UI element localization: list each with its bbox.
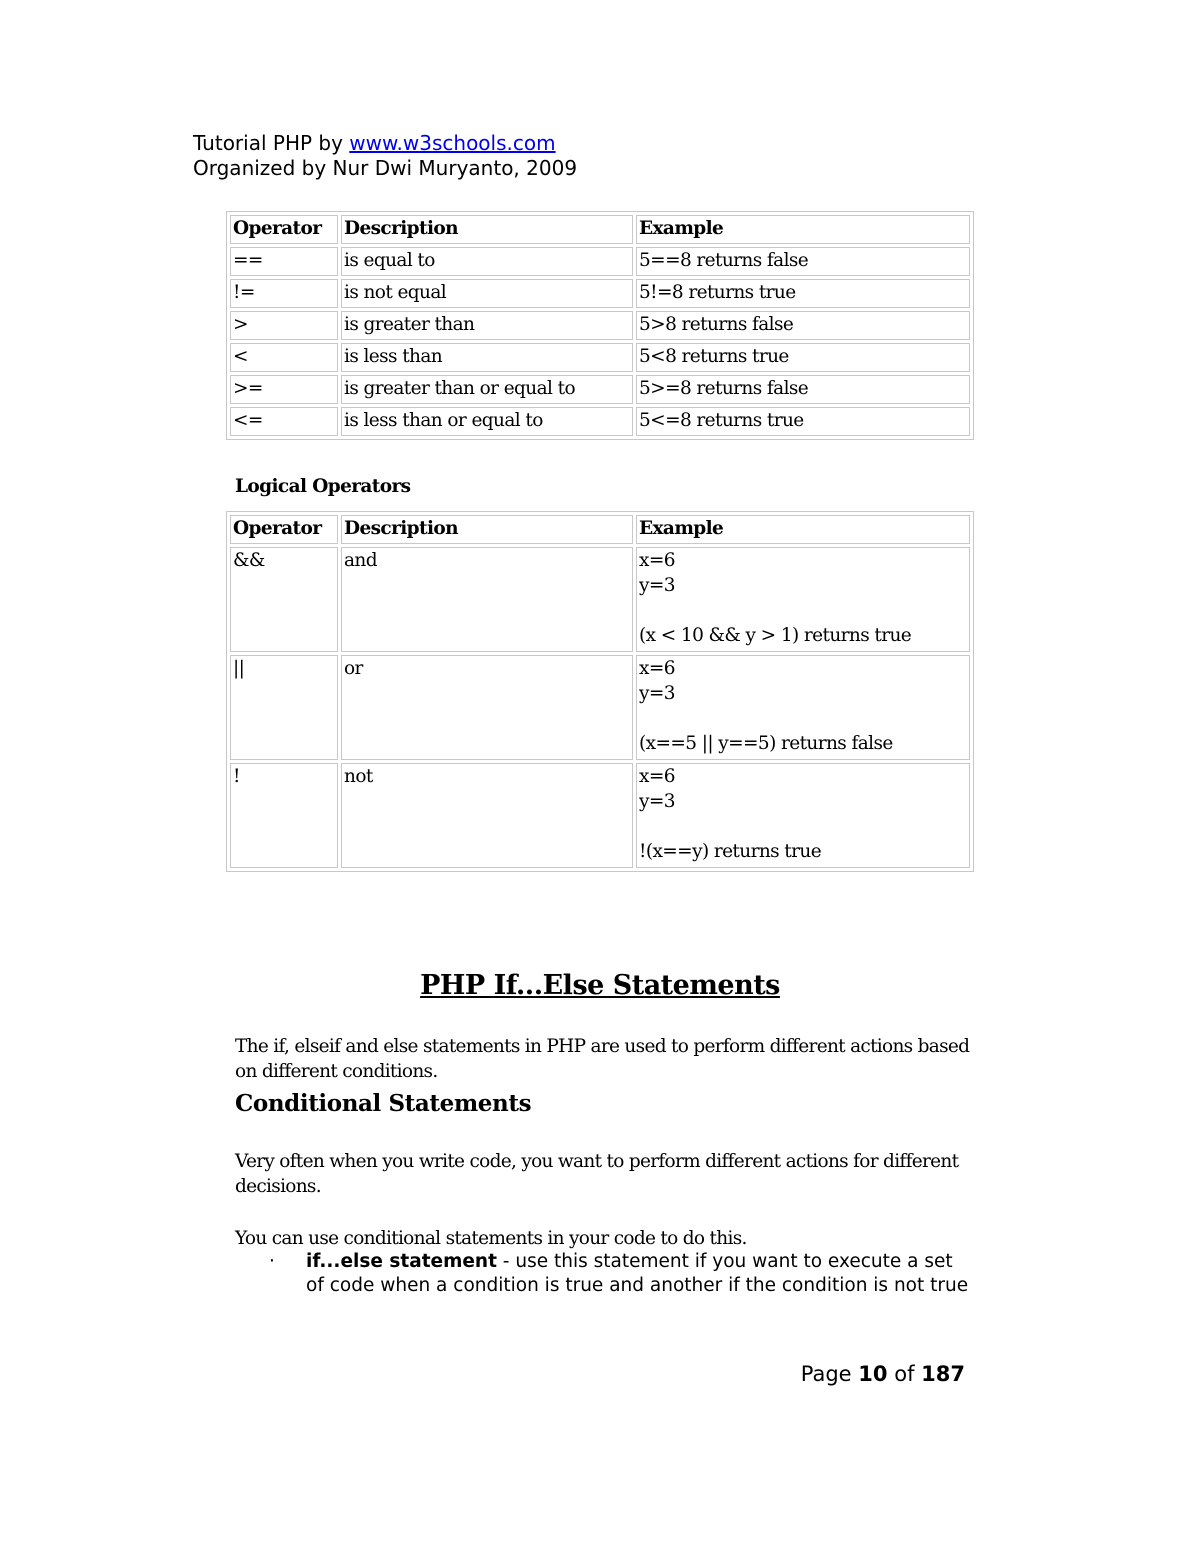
description-cell: is less than	[341, 343, 633, 372]
header-line-1	[193, 131, 577, 156]
of-word: of	[894, 1362, 915, 1386]
page-header	[193, 131, 577, 181]
section-heading: Conditional Statements	[235, 1090, 532, 1117]
header-cell-description: Description	[341, 515, 633, 544]
example-line: x=6	[639, 550, 675, 571]
header-cell-example: Example	[636, 215, 970, 244]
example-line	[639, 599, 967, 624]
example-line: x=6	[639, 658, 675, 679]
page-word: Page	[800, 1362, 852, 1386]
operator-cell: <	[230, 343, 338, 372]
example-cell	[636, 655, 970, 760]
page-total: 187	[921, 1362, 965, 1386]
table-row	[230, 247, 970, 276]
operator-cell: !=	[230, 279, 338, 308]
example-cell: 5!=8 returns true	[636, 279, 970, 308]
table-row	[230, 407, 970, 436]
description-cell: is equal to	[341, 247, 633, 276]
example-cell: 5>=8 returns false	[636, 375, 970, 404]
operator-cell: >=	[230, 375, 338, 404]
operator-cell: ||	[230, 655, 338, 760]
example-cell	[636, 547, 970, 652]
operator-cell: <=	[230, 407, 338, 436]
description-cell: is less than or equal to	[341, 407, 633, 436]
example-cell	[636, 763, 970, 868]
example-cell: 5>8 returns false	[636, 311, 970, 340]
table-row	[230, 547, 970, 652]
example-line: (x==5 || y==5) returns false	[639, 733, 893, 754]
header-line-2: Organized by Nur Dwi Muryanto, 2009	[193, 156, 578, 180]
example-cell: 5<=8 returns true	[636, 407, 970, 436]
bullet-term: if...else statement	[306, 1251, 497, 1272]
description-cell: not	[341, 763, 633, 868]
comparison-operators-table	[226, 211, 974, 440]
header-prefix: Tutorial PHP by	[193, 131, 350, 155]
table-row	[230, 655, 970, 760]
description-cell: and	[341, 547, 633, 652]
bullet-icon: ·	[269, 1251, 275, 1272]
page-number: 10	[858, 1362, 888, 1386]
table-header-row	[230, 515, 970, 544]
bullet-text: - use this statement if you want to execute a set of code when a condition is true and another if the condition is not true	[306, 1251, 969, 1296]
intro-paragraph: The if, elseif and else statements in PHP are used to perform different actions based on different conditions.	[235, 1036, 970, 1082]
operator-cell: >	[230, 311, 338, 340]
page-footer	[0, 1362, 965, 1386]
table-row	[230, 375, 970, 404]
table-row	[230, 279, 970, 308]
header-cell-operator: Operator	[230, 215, 338, 244]
table-header-row	[230, 215, 970, 244]
example-line: (x < 10 && y > 1) returns true	[639, 625, 912, 646]
logical-operators-heading: Logical Operators	[235, 476, 411, 497]
description-cell: or	[341, 655, 633, 760]
header-cell-example: Example	[636, 515, 970, 544]
table-row	[230, 311, 970, 340]
header-cell-description: Description	[341, 215, 633, 244]
operator-cell: &&	[230, 547, 338, 652]
table-row	[230, 343, 970, 372]
operator-cell: ==	[230, 247, 338, 276]
example-line	[639, 707, 967, 732]
example-line: !(x==y) returns true	[639, 841, 822, 862]
w3schools-link[interactable]: www.w3schools.com	[349, 131, 556, 155]
example-line: y=3	[639, 683, 675, 704]
header-cell-operator: Operator	[230, 515, 338, 544]
example-cell: 5==8 returns false	[636, 247, 970, 276]
example-line: y=3	[639, 791, 675, 812]
logical-operators-table	[226, 511, 974, 872]
description-cell: is greater than or equal to	[341, 375, 633, 404]
example-line	[639, 815, 967, 840]
description-cell: is not equal	[341, 279, 633, 308]
example-cell: 5<8 returns true	[636, 343, 970, 372]
operator-cell: !	[230, 763, 338, 868]
page-title: PHP If...Else Statements	[420, 970, 780, 1001]
list-item	[269, 1250, 969, 1298]
bullet-list	[269, 1250, 969, 1298]
paragraph-often: Very often when you write code, you want to perform different actions for different decisions.	[235, 1151, 959, 1197]
paragraph-can: You can use conditional statements in your code to do this.	[235, 1228, 747, 1249]
table-row	[230, 763, 970, 868]
description-cell: is greater than	[341, 311, 633, 340]
example-line: x=6	[639, 766, 675, 787]
example-line: y=3	[639, 575, 675, 596]
